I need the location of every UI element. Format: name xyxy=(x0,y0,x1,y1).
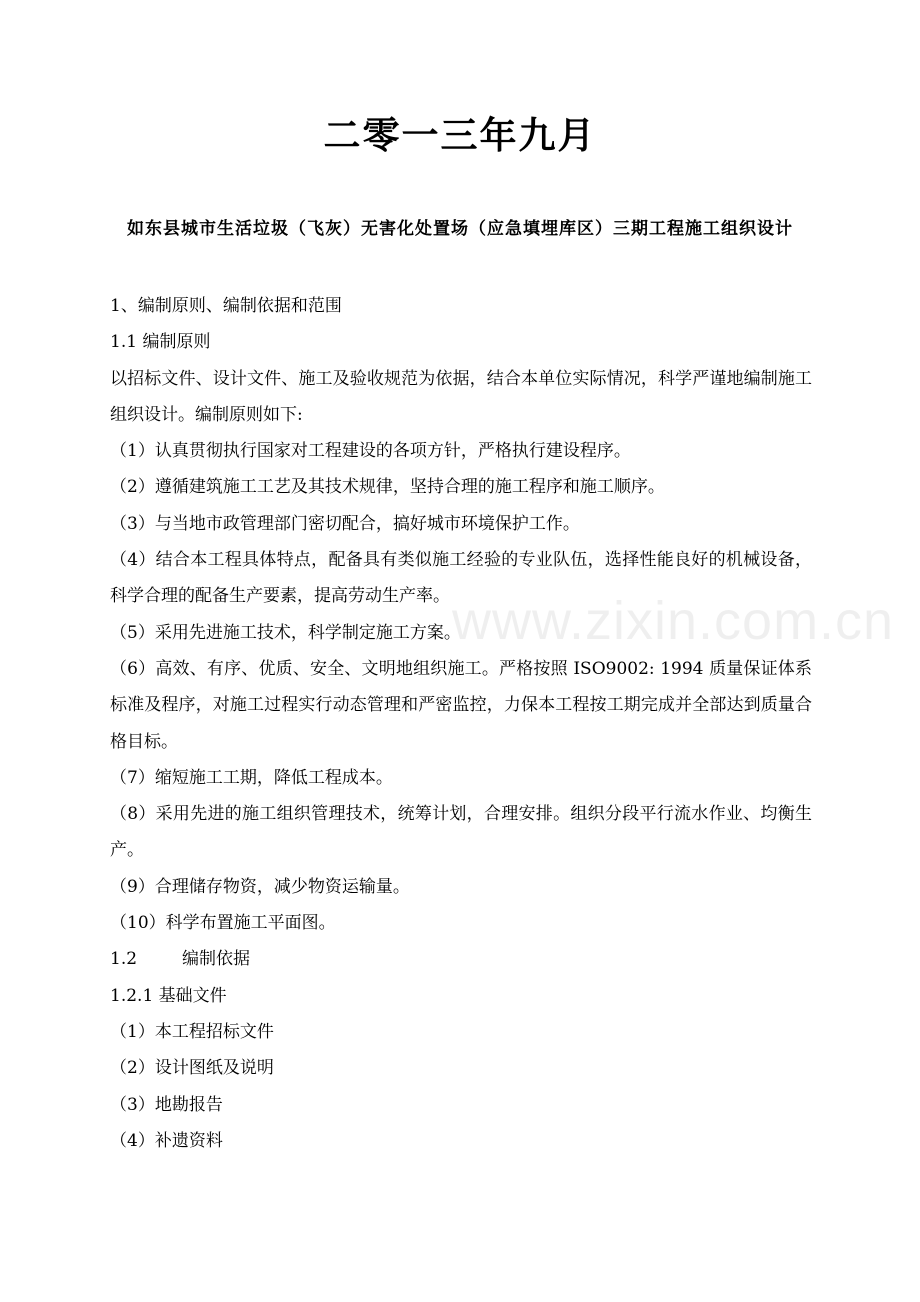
date-title: 二零一三年九月 xyxy=(323,114,597,157)
watermark: www.zixin.com.cn xyxy=(452,591,895,651)
principle-item: （3）与当地市政管理部门密切配合，搞好城市环境保护工作。 xyxy=(110,513,580,534)
subsection-heading-1-2 xyxy=(110,941,812,977)
principle-item: （6）高效、有序、优质、安全、文明地组织施工。严格按照 ISO9002: 1994 质量保证体系标准及程序，对施工过程实行动态管理和严密监控，力保本工程按工期完成并全部达到质量合格目标。 xyxy=(110,658,812,752)
subsection-heading: 1.1 编制原则 xyxy=(110,332,211,353)
document-body xyxy=(110,288,812,1159)
basis-item: （1）本工程招标文件 xyxy=(110,1021,274,1042)
principle-item: （5）采用先进施工技术，科学制定施工方案。 xyxy=(110,622,461,643)
principle-item: （8）采用先进的施工组织管理技术，统筹计划，合理安排。组织分段平行流水作业、均衡生产。 xyxy=(110,804,812,861)
intro-paragraph: 以招标文件、设计文件、施工及验收规范为依据，结合本单位实际情况，科学严谨地编制施工组织设计。编制原则如下: xyxy=(110,368,812,425)
principle-item: （9）合理储存物资，减少物资运输量。 xyxy=(110,876,410,897)
subsubsection-heading: 1.2.1 基础文件 xyxy=(110,985,227,1006)
principle-item: （1）认真贯彻执行国家对工程建设的各项方针，严格执行建设程序。 xyxy=(110,441,631,462)
principle-item: （4）结合本工程具体特点，配备具有类似施工经验的专业队伍，选择性能良好的机械设备，科学合理的配备生产要素，提高劳动生产率。 xyxy=(110,550,812,607)
section-number: 1.2 xyxy=(110,949,138,970)
principle-item: （2）遵循建筑施工工艺及其技术规律，坚持合理的施工程序和施工顺序。 xyxy=(110,477,665,498)
basis-item: （4）补遗资料 xyxy=(110,1130,223,1151)
section-title: 编制依据 xyxy=(182,949,250,970)
basis-item: （3）地勘报告 xyxy=(110,1094,223,1115)
principle-item: （10）科学布置施工平面图。 xyxy=(110,913,336,934)
principle-item: （7）缩短施工工期，降低工程成本。 xyxy=(110,767,393,788)
document-title: 如东县城市生活垃圾（飞灰）无害化处置场（应急填埋库区）三期工程施工组织设计 xyxy=(127,219,793,239)
section-heading: 1、编制原则、编制依据和范围 xyxy=(110,296,342,316)
basis-item: （2）设计图纸及说明 xyxy=(110,1058,274,1079)
